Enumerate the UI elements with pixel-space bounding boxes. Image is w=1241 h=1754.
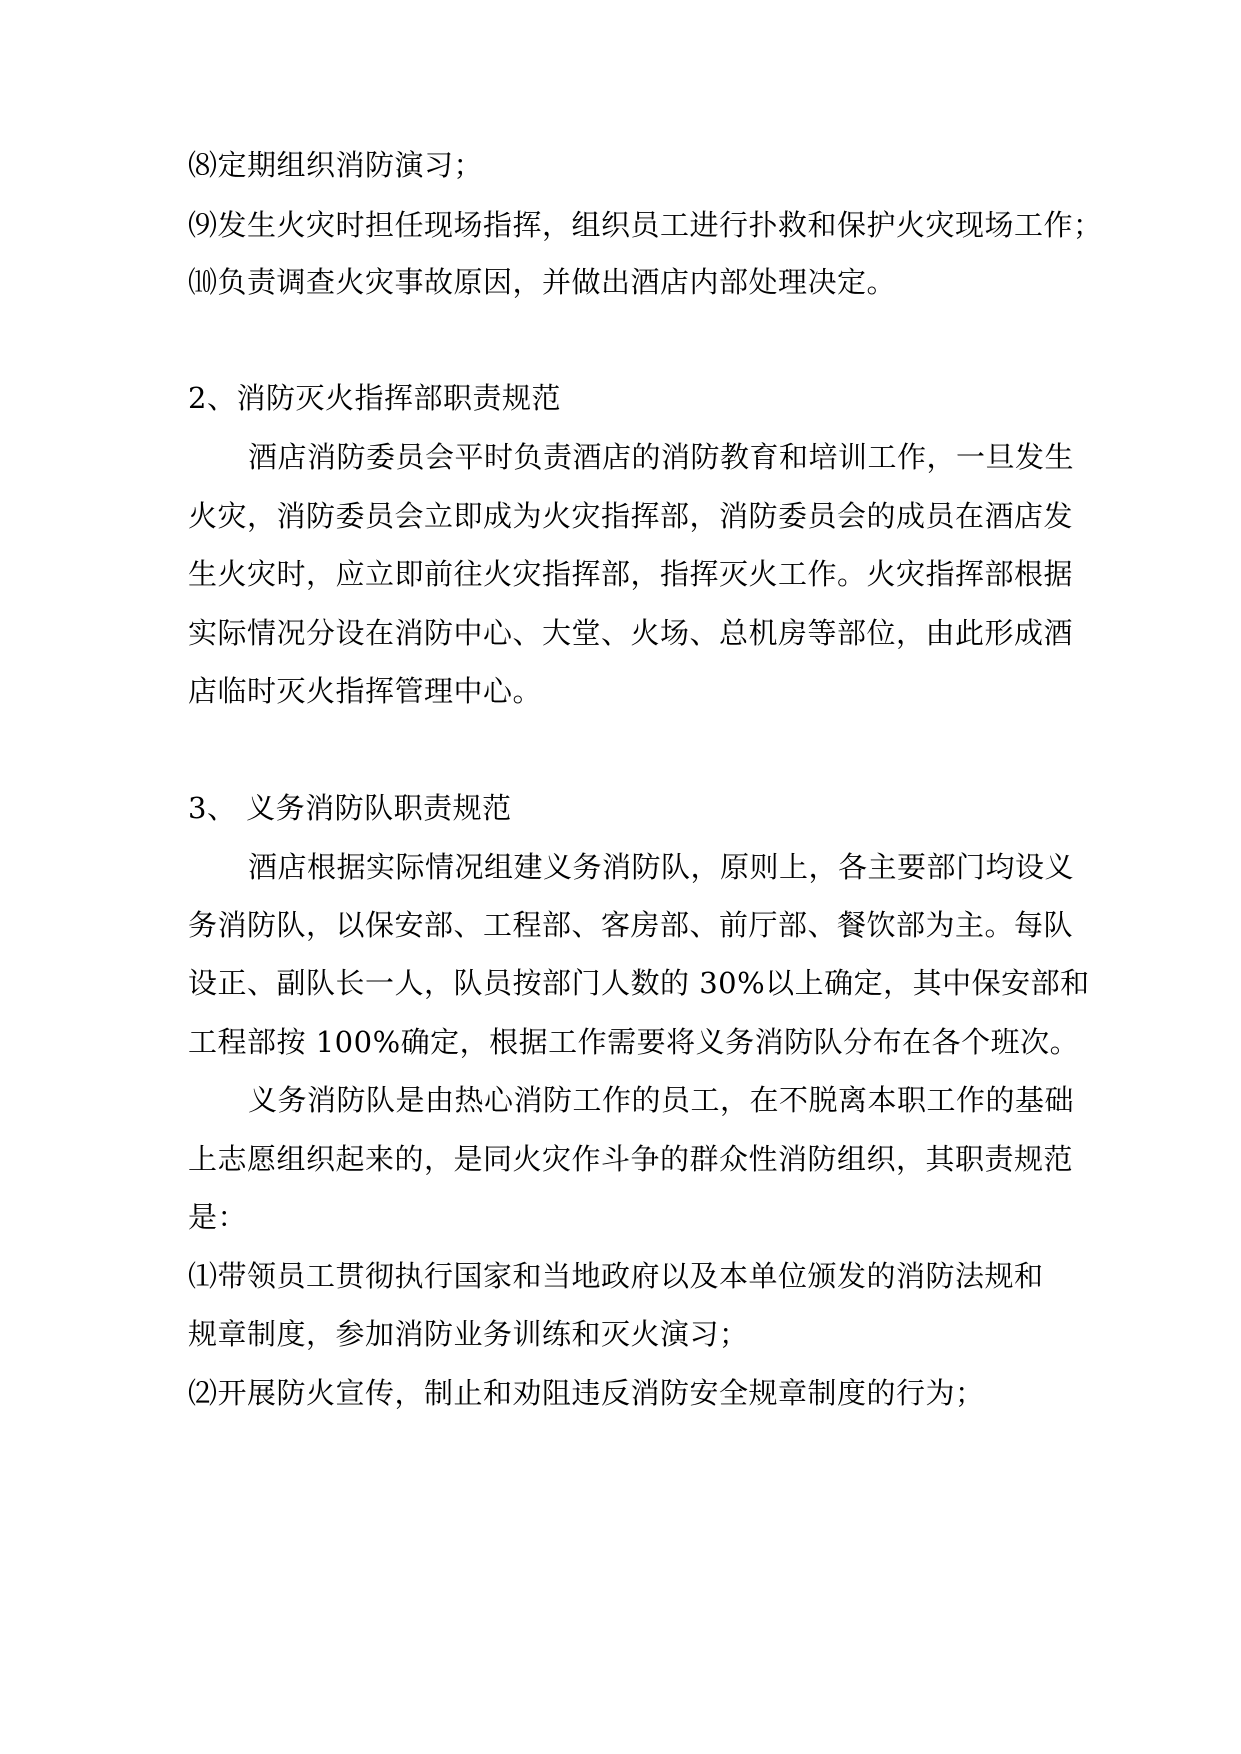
paragraph-line: 规章制度，参加消防业务训练和灭火演习； <box>188 1317 749 1351</box>
paragraph-line: 义务消防队是由热心消防工作的员工，在不脱离本职工作的基础 <box>248 1083 1075 1117</box>
paragraph-line: 生火灾时，应立即前往火灾指挥部，指挥灭火工作。火灾指挥部根据 <box>188 557 1074 591</box>
list-item-1: ⑴带领员工贯彻执行国家和当地政府以及本单位颁发的消防法规和 <box>188 1259 1044 1293</box>
paragraph-line: 设正、副队长一人，队员按部门人数的 30%以上确定，其中保安部和 <box>188 966 1090 1000</box>
paragraph-line: 上志愿组织起来的，是同火灾作斗争的群众性消防组织，其职责规范 <box>188 1142 1074 1176</box>
paragraph-line: 酒店消防委员会平时负责酒店的消防教育和培训工作，一旦发生 <box>248 440 1075 474</box>
paragraph-line: 酒店根据实际情况组建义务消防队，原则上，各主要部门均设义 <box>248 850 1075 884</box>
section-heading-2: 2、消防灭火指挥部职责规范 <box>188 381 561 415</box>
paragraph-line: 是： <box>188 1200 248 1234</box>
section-heading-3: 3、 义务消防队职责规范 <box>188 791 512 825</box>
list-item-8: ⑻定期组织消防演习； <box>188 148 484 182</box>
paragraph-line: 务消防队，以保安部、工程部、客房部、前厅部、餐饮部为主。每队 <box>188 908 1074 942</box>
list-item-9: ⑼发生火灾时担任现场指挥，组织员工进行扑救和保护火灾现场工作； <box>188 208 1103 242</box>
paragraph-line: 火灾，消防委员会立即成为火灾指挥部，消防委员会的成员在酒店发 <box>188 499 1074 533</box>
list-item-2: ⑵开展防火宣传，制止和劝阻违反消防安全规章制度的行为； <box>188 1376 985 1410</box>
paragraph-line: 实际情况分设在消防中心、大堂、火场、总机房等部位，由此形成酒 <box>188 616 1074 650</box>
paragraph-line: 店临时灭火指挥管理中心。 <box>188 674 543 708</box>
paragraph-line: 工程部按 100%确定，根据工作需要将义务消防队分布在各个班次。 <box>188 1025 1080 1059</box>
list-item-10: ⑽负责调查火灾事故原因，并做出酒店内部处理决定。 <box>188 265 897 299</box>
